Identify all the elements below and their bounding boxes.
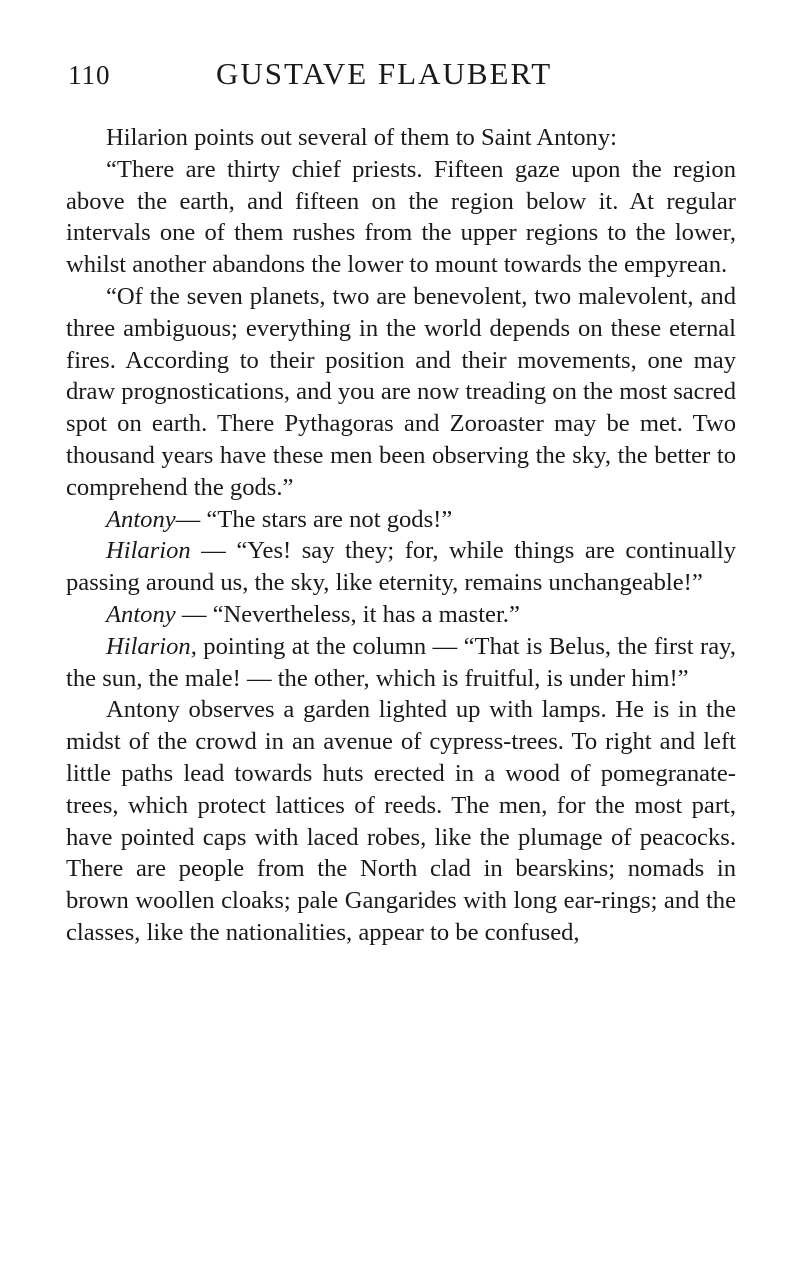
- speaker-name: Antony: [106, 505, 176, 533]
- dialogue-text: — “Nevertheless, it has a master.”: [175, 600, 520, 628]
- paragraph: [66, 281, 736, 504]
- paragraph-text: Antony observes a garden lighted up with lamps. He is in the midst of the crowd in an avenue of cypress-trees. To right and left little paths lead towards huts erected in a wood of pomegranate-trees, which protect lattices of reeds. The men, for the most part, have pointed caps with laced robes, like the plumage of peacocks. There are people from the North clad in bearskins; nomads in brown woollen cloaks; pale Gangarides with long ear-rings; and the classes, like the nationalities, appear to be confused,: [66, 696, 736, 946]
- speaker-name: Hilarion: [106, 537, 191, 565]
- dialogue-text: — “The stars are not gods!”: [175, 505, 453, 533]
- dialogue-text: — “Yes! say they; for, while things are continually passing around us, the sky, like eternity, remains unchangeable!”: [66, 537, 736, 597]
- page-header: [66, 56, 736, 100]
- body-text: [66, 122, 736, 949]
- paragraph: [66, 694, 736, 948]
- paragraph-text: Hilarion points out several of them to Saint Antony:: [106, 124, 617, 151]
- paragraph: [66, 154, 736, 281]
- dialogue-line: [66, 504, 736, 536]
- dialogue-line: [66, 631, 736, 695]
- dialogue-line: [66, 535, 736, 599]
- running-title: GUSTAVE FLAUBERT: [216, 56, 553, 91]
- paragraph-text: “Of the seven planets, two are benevolent, two malevolent, and three ambiguous; everything in the world depends on these eternal fires. According to their position and their movements, one may draw prognostications, and you are now treading on the most sacred spot on earth. There Pythagoras and Zoroaster may be met. Two thousand years have these men been observing the sky, the better to comprehend the gods.”: [66, 282, 736, 501]
- paragraph: [66, 122, 736, 154]
- dialogue-text: pointing at the column — “That is Belus, the first ray, the sun, the male! — the other, which is fruitful, is under him!”: [66, 632, 736, 692]
- page-number: 110: [68, 60, 111, 90]
- speaker-name: Hilarion,: [106, 632, 197, 660]
- dialogue-line: [66, 599, 736, 631]
- speaker-name: Antony: [106, 600, 176, 628]
- paragraph-text: “There are thirty chief priests. Fifteen gaze upon the region above the earth, and fifteen on the region below it. At regular intervals one of them rushes from the upper regions to the lower, whilst another abandons the lower to mount towards the empyrean.: [66, 155, 736, 279]
- book-page: [66, 56, 736, 949]
